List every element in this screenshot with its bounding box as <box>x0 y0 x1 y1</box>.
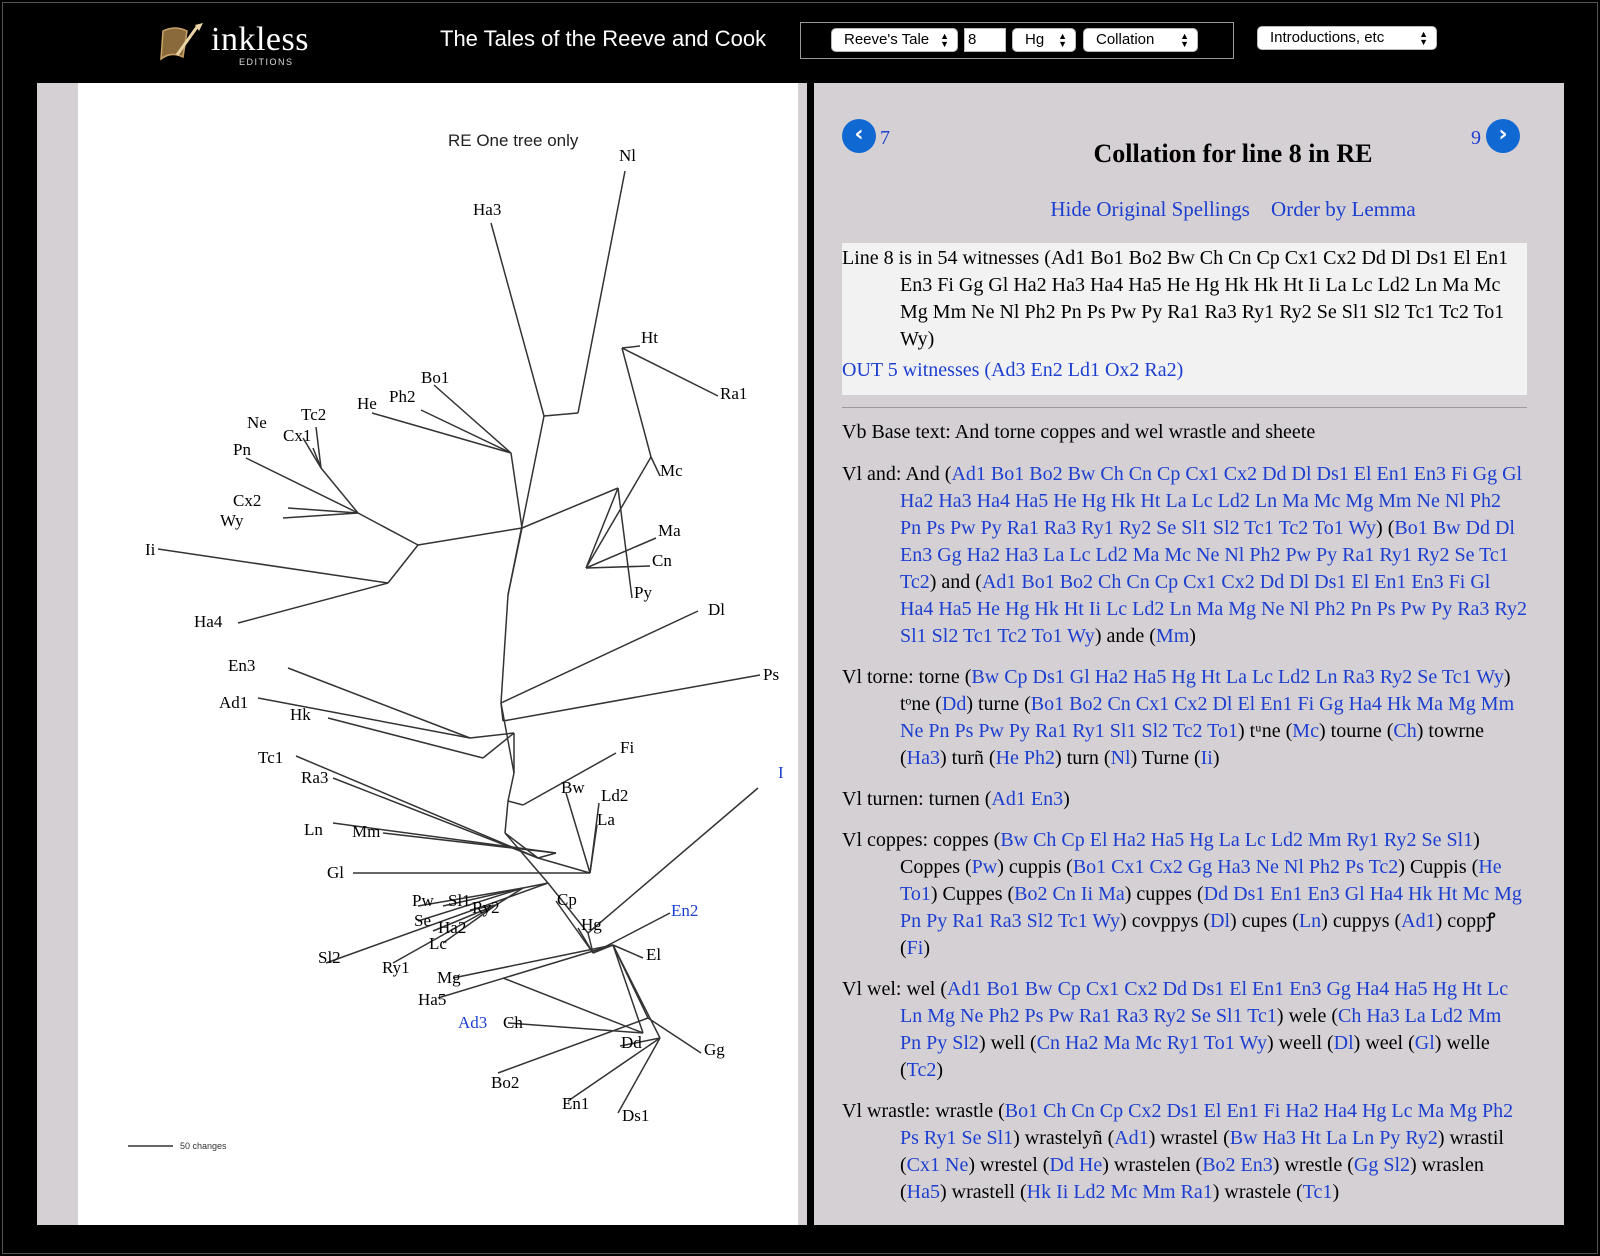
variant-lemma: Vl and: <box>842 463 906 485</box>
collation-pane <box>814 83 1564 1225</box>
witness-sigla-link[interactable]: Bw Ch Cp El Ha2 Ha5 Hg La Lc Ld2 Mm Ry1 Ry2 Se Sl1 <box>1000 829 1474 851</box>
variant-reading: welle <box>1441 1032 1490 1054</box>
witness-sigla-link[interactable]: Ch <box>1393 720 1417 742</box>
tree-leaf-lc: Lc <box>429 934 447 953</box>
witness-sigla-link[interactable]: Gl <box>1414 1032 1435 1054</box>
tree-pane <box>37 83 807 1225</box>
variant-reading: torne <box>918 666 965 688</box>
variant-reading: turn <box>1061 747 1104 769</box>
variant-reading: wrastel <box>1155 1127 1224 1149</box>
variant-reading: wrastle <box>935 1100 999 1122</box>
tree-leaf-ph2: Ph2 <box>389 387 416 406</box>
variant-reading: wel <box>906 978 941 1000</box>
tree-branch <box>586 457 651 568</box>
tree-leaf-cn: Cn <box>652 551 672 570</box>
variant-reading: tᵒne <box>900 693 936 715</box>
witness-sigla-link[interactable]: Fi <box>906 937 924 959</box>
tree-leaf-dd: Dd <box>621 1033 642 1052</box>
witness-sigla-link[interactable]: Ad1 Bo1 Bw Cp Cx1 Cx2 Dd Ds1 El En1 En3 Gg Ha4 Ha5 Hg Ht Lc Ln Mg Ne Ph2 Ps Pw Ra1 Ra3 Ry2 Se Sl1 Tc1 <box>900 978 1509 1027</box>
tree-leaf-dl: Dl <box>708 600 725 619</box>
witness-sigla-link[interactable]: Dd He <box>1049 1154 1103 1176</box>
variant-reading: Turne <box>1137 747 1194 769</box>
variant-lemma: Vl torne: <box>842 666 919 688</box>
tree-branch <box>501 703 503 721</box>
tree-branch <box>538 853 556 858</box>
hide-original-spellings-link[interactable]: Hide Original Spellings <box>1050 197 1250 221</box>
witness-sigla-link[interactable]: Ha5 <box>906 1181 940 1203</box>
witness-sigla-link[interactable]: He Ph2 <box>995 747 1056 769</box>
variant-reading: weell <box>1273 1032 1327 1054</box>
variant-reading: coppꝭ <box>1442 910 1496 932</box>
tree-leaf-hg: Hg <box>581 915 602 934</box>
variant-reading: coppes <box>933 829 994 851</box>
witness-select[interactable] <box>1012 28 1076 52</box>
variant-reading: wrestel <box>975 1154 1043 1176</box>
tree-branch <box>434 385 511 453</box>
tree-leaf-ha2: Ha2 <box>438 918 467 937</box>
brand-name: inkless <box>211 21 309 58</box>
view-select[interactable] <box>1083 28 1198 52</box>
witness-sigla-link[interactable]: Mm <box>1155 625 1190 647</box>
tree-branch <box>508 801 523 805</box>
variant-lemma: Vl wrastle: <box>842 1100 936 1122</box>
tree-leaf-cx2: Cx2 <box>233 491 262 510</box>
tree-leaf-ne: Ne <box>247 413 267 432</box>
witness-sigla-link[interactable]: Ad1 <box>1401 910 1436 932</box>
witness-sigla-link[interactable]: Tc2 <box>906 1059 937 1081</box>
previous-line-number[interactable]: 7 <box>880 127 890 149</box>
tree-leaf-ha5: Ha5 <box>418 990 447 1009</box>
introductions-select-value: Introductions, etc <box>1270 29 1385 46</box>
variant-reading: covppys <box>1126 910 1204 932</box>
witness-sigla-link[interactable]: Dd Ds1 En1 En3 Gl Ha4 Hk Ht Mc Mg Pn Py Ra1 Ra3 Sl2 Tc1 Wy <box>900 883 1522 932</box>
variant-reading: cuppes <box>1131 883 1197 905</box>
variant-reading: wrastele <box>1219 1181 1297 1203</box>
tree-branch <box>491 223 544 416</box>
witness-sigla-link[interactable]: Cn Ha2 Ma Mc Ry1 To1 Wy <box>1036 1032 1268 1054</box>
brand-subtitle: EDITIONS <box>239 57 294 67</box>
tree-leaf-ha4: Ha4 <box>194 612 223 631</box>
witness-sigla-link[interactable]: Bo2 En3 <box>1202 1154 1273 1176</box>
witness-sigla-link[interactable]: Bw Cp Ds1 Gl Ha2 Ha5 Hg Ht La Lc Ld2 Ln Ra3 Ry2 Se Tc1 Wy <box>971 666 1504 688</box>
witness-sigla-link[interactable]: Pw <box>971 856 998 878</box>
tree-leaf-se: Se <box>414 911 431 930</box>
tree-leaf-en2[interactable]: En2 <box>671 901 699 920</box>
variant-reading: turne <box>973 693 1025 715</box>
witness-sigla-link[interactable]: Dl <box>1333 1032 1354 1054</box>
variant-reading: weel <box>1360 1032 1409 1054</box>
order-by-lemma-link[interactable]: Order by Lemma <box>1271 197 1416 221</box>
variant-reading: wrastell <box>946 1181 1020 1203</box>
tree-leaf-mg: Mg <box>437 968 461 987</box>
tree-leaf-gl: Gl <box>327 863 344 882</box>
tree-leaf-ch: Ch <box>503 1013 523 1032</box>
tree-branch <box>246 458 358 513</box>
inkless-logo[interactable] <box>153 17 333 67</box>
variant-reading <box>1383 517 1388 539</box>
tree-leaf-mm: Mm <box>352 822 381 841</box>
tree-leaf-ra3: Ra3 <box>301 768 329 787</box>
variant-reading: well <box>985 1032 1031 1054</box>
variant-entry: Vl torne: torne (Bw Cp Ds1 Gl Ha2 Ha5 Hg Ht La Lc Ld2 Ln Ra3 Ry2 Se Tc1 Wy) tᵒne (Dd) turne (Bo1 Bo2 Cn Cx1 Cx2 Dl El En1 Fi Gg Ha4 Hk Ma Mg Mm Ne Pn Ps Pw Py Ra1 Ry1 Sl1 Sl2 Tc2 To1) tᵘne (Mc) tourne (Ch) towrne (Ha3) turñ (He Ph2) turn (Nl) Turne (Ii) <box>842 666 1515 769</box>
variant-reading: wele <box>1283 1005 1332 1027</box>
variant-reading: Cuppes <box>937 883 1008 905</box>
tree-branch <box>503 675 760 721</box>
witness-sigla-link[interactable]: Ln <box>1298 910 1322 932</box>
tree-branch <box>538 858 590 873</box>
witness-sigla-link[interactable]: Bo1 Bw Dd Dl En3 Gg Ha2 Ha3 La Lc Ld2 Ma Mc Ne Nl Ph2 Pw Py Ra1 Ry1 Ry2 Se Tc1 Tc2 <box>900 517 1515 593</box>
tree-branch <box>388 545 418 583</box>
witness-sigla-link[interactable]: Tc1 <box>1302 1181 1333 1203</box>
next-line-number[interactable]: 9 <box>1471 127 1481 149</box>
witness-select-value: Hg <box>1025 31 1045 48</box>
tree-branch <box>453 945 613 978</box>
tree-branch <box>158 549 388 583</box>
tree-branch <box>501 595 508 703</box>
tree-leaf-sl1: Sl1 <box>448 891 471 910</box>
variant-reading: And <box>905 463 945 485</box>
tree-branch <box>358 513 418 545</box>
variant-reading: cuppis <box>1003 856 1067 878</box>
tree-branch <box>438 945 613 998</box>
tree-branch <box>505 833 548 883</box>
tree-leaf-mc: Mc <box>660 461 683 480</box>
tree-branch <box>578 171 625 413</box>
tree-leaf-ln: Ln <box>304 820 323 839</box>
tree-branch <box>328 718 483 758</box>
variant-entry: Vl and: And (Ad1 Bo1 Bo2 Bw Ch Cn Cp Cx1 Cx2 Dd Dl Ds1 El En1 En3 Fi Gg Gl Ha2 Ha3 Ha4 Ha5 He Hg Hk Ht La Lc Ld2 Ln Ma Mc Mg Mm Ne Nl Ph2 Pn Ps Pw Py Ra1 Ra3 Ry1 Ry2 Se Sl1 Sl2 Tc1 Tc2 To1 Wy) (Bo1 Bw Dd Dl En3 Gg Ha2 Ha3 La Lc Ld2 Ma Mc Ne Nl Ph2 Pw Py Ra1 Ry1 Ry2 Se Tc1 Tc2) and (Ad1 Bo1 Bo2 Ch Cn Cp Cx1 Cx2 Dd Dl Ds1 El En1 En3 Fi Gl Ha4 Ha5 He Hg Hk Ht Ii Lc Ld2 Ln Ma Mg Ne Nl Ph2 Pn Ps Pw Py Ra3 Ry2 Sl1 Sl2 Tc1 Tc2 To1 Wy) ande (Mm) <box>842 463 1527 647</box>
tree-leaf-gg: Gg <box>704 1040 725 1059</box>
tree-leaf-he: He <box>357 394 377 413</box>
tree-branch <box>383 833 556 853</box>
tree-leaf-ma: Ma <box>658 521 681 540</box>
quill-scroll-icon <box>157 21 207 65</box>
next-line-button[interactable]: › <box>1486 119 1520 153</box>
tree-leaf-la: La <box>597 810 615 829</box>
page-title: The Tales of the Reeve and Cook <box>440 26 767 51</box>
witness-sigla-link[interactable]: Ad1 En3 <box>991 788 1064 810</box>
tale-select[interactable] <box>831 28 958 52</box>
tree-branch <box>544 413 578 416</box>
tree-leaf-en3: En3 <box>228 656 256 675</box>
witness-sigla-link[interactable]: Ch Ha3 La Ld2 Mm Pn Py Sl2 <box>900 1005 1502 1054</box>
previous-line-button[interactable]: ‹ <box>842 119 876 153</box>
tree-branch <box>511 453 522 528</box>
scale-label: 50 changes <box>180 1141 227 1151</box>
variant-reading: towrne <box>1423 720 1484 742</box>
variant-reading: Cuppis <box>1404 856 1472 878</box>
tree-leaf-tc2: Tc2 <box>301 405 327 424</box>
tree-image <box>78 83 798 1225</box>
variant-entry: Vl coppes: coppes (Bw Ch Cp El Ha2 Ha5 Hg La Lc Ld2 Mm Ry1 Ry2 Se Sl1) Coppes (Pw) cuppis (Bo1 Cx1 Cx2 Gg Ha3 Ne Nl Ph2 Ps Tc2) Cuppis (He To1) Cuppes (Bo2 Cn Ii Ma) cuppes (Dd Ds1 En1 En3 Gl Ha4 Hk Ht Mc Mg Pn Py Ra1 Ra3 Sl2 Tc1 Wy) covppys (Dl) cupes (Ln) cuppys (Ad1) coppꝭ (Fi) <box>842 829 1522 959</box>
tree-leaf-ad3[interactable]: Ad3 <box>458 1013 488 1032</box>
tree-leaf-wy: Wy <box>220 511 244 530</box>
variant-reading: and <box>936 571 976 593</box>
witness-sigla-link[interactable]: Ii <box>1200 747 1213 769</box>
select-arrows-icon: ▲ ▼ <box>1180 31 1189 49</box>
witness-sigla-link[interactable]: Nl <box>1110 747 1131 769</box>
tree-branch <box>622 348 651 457</box>
variant-reading: cupes <box>1236 910 1293 932</box>
variant-reading: Coppes <box>900 856 965 878</box>
tree-branch <box>288 508 358 513</box>
tree-leaf-ra1: Ra1 <box>720 384 748 403</box>
witness-sigla-link[interactable]: Dd <box>941 693 967 715</box>
tree-leaf-bo2: Bo2 <box>491 1073 520 1092</box>
tree-branch <box>568 1038 660 1101</box>
tree-leaf-el: El <box>646 945 662 964</box>
variant-reading: wrastil <box>1444 1127 1504 1149</box>
view-select-value: Collation <box>1096 31 1155 48</box>
tree-leaf-ry2: Ry2 <box>472 898 500 917</box>
witness-sigla-link[interactable]: Cx1 Ne <box>906 1154 969 1176</box>
tree-branch <box>590 825 597 873</box>
witness-sigla-link[interactable]: Ha3 <box>906 747 940 769</box>
select-arrows-icon: ▲ ▼ <box>940 31 949 49</box>
variant-reading: tᵘne <box>1244 720 1286 742</box>
line-number-input[interactable]: 8 <box>964 28 1006 52</box>
variant-lemma: Vl turnen: <box>842 788 929 810</box>
tree-leaf-cx1: Cx1 <box>283 426 312 445</box>
navigation-controls <box>800 22 1234 59</box>
tree-leaf-pn: Pn <box>233 440 251 459</box>
tree-leaf-ha3: Ha3 <box>473 200 502 219</box>
divider-rule <box>842 407 1527 408</box>
witness-sigla-link[interactable]: Bo2 Cn Ii Ma <box>1014 883 1125 905</box>
tree-branch <box>586 566 650 568</box>
tree-branch <box>622 346 640 348</box>
tree-branch <box>618 488 632 598</box>
tree-leaf-en1: En1 <box>562 1094 590 1113</box>
select-arrows-icon: ▲ ▼ <box>1419 29 1428 47</box>
witness-sigla-link[interactable]: Mc <box>1292 720 1319 742</box>
tree-branch <box>651 457 660 476</box>
witness-summary <box>842 243 1527 395</box>
tree-branch <box>238 583 388 623</box>
witness-sigla-link[interactable]: Bo1 Ch Cn Cp Cx2 Ds1 El En1 Fi Ha2 Ha4 Hg Lc Ma Mg Ph2 Ps Ry1 Se Sl1 <box>900 1100 1514 1149</box>
variant-lemma: Vl coppes: <box>842 829 934 851</box>
tree-leaf-ds1: Ds1 <box>622 1106 650 1125</box>
tree-leaf-nl: Nl <box>619 146 636 165</box>
witness-sigla-link[interactable]: Bo1 Cx1 Cx2 Gg Ha3 Ne Nl Ph2 Ps Tc2 <box>1072 856 1399 878</box>
tree-branch <box>283 513 358 518</box>
tree-branch <box>505 801 508 833</box>
witness-sigla-link[interactable]: Ad1 <box>1114 1127 1149 1149</box>
tree-branch <box>288 668 470 738</box>
tree-leaf-bw: Bw <box>561 778 585 797</box>
variant-entry: Vl wel: wel (Ad1 Bo1 Bw Cp Cx1 Cx2 Dd Ds1 El En1 En3 Gg Ha4 Ha5 Hg Ht Lc Ln Mg Ne Ph2 Ps Pw Ra1 Ra3 Ry2 Se Sl1 Tc1) wele (Ch Ha3 La Ld2 Mm Pn Py Sl2) well (Cn Ha2 Ma Mc Ry1 To1 Wy) weell (Dl) weel (Gl) welle (Tc2) <box>842 978 1509 1081</box>
tree-leaf-bo1: Bo1 <box>421 368 450 387</box>
tree-branch <box>648 1018 701 1053</box>
tree-leaf-ii: Ii <box>145 540 156 559</box>
witness-sigla-link[interactable]: Ad1 Bo1 Bo2 Bw Ch Cn Cp Cx1 Cx2 Dd Dl Ds1 El En1 En3 Fi Gg Gl Ha2 Ha3 Ha4 Ha5 He Hg Hk Ht La Lc Ld2 Ln Ma Mc Mg Mm Ne Nl Ph2 Pn Ps Pw Py Ra1 Ra3 Ry1 Ry2 Se Sl1 Sl2 Tc1 Tc2 To1 Wy <box>900 463 1523 539</box>
witness-list: Line 8 is in 54 witnesses (Ad1 Bo1 Bo2 Bw Ch Cn Cp Cx1 Cx2 Dd Dl Ds1 El En1 En3 Fi Gg Gl Ha2 Ha3 Ha4 Ha5 He Hg Hk Hk Ht Ii La Lc Ld2 Ln Ma Mc Mg Mm Ne Nl Ph2 Pn Ps Pw Py Ra1 Ra3 Ry1 Ry2 Se Sl1 Sl2 Tc1 Tc2 To1 Wy) <box>842 247 1509 350</box>
tree-leaf-fi: Fi <box>620 738 635 757</box>
witness-sigla-link[interactable]: Dl <box>1210 910 1231 932</box>
tree-branch <box>508 416 544 595</box>
variant-reading: wrastelyñ <box>1019 1127 1108 1149</box>
witness-sigla-link[interactable]: Bo1 Bo2 Cn Cx1 Cx2 Dl El En1 Fi Gg Ha4 Hk Ma Mg Mm Ne Pn Ps Pw Py Ra1 Ry1 Sl1 Sl2 Tc2 To1 <box>900 693 1515 742</box>
variant-entry: Vl wrastle: wrastle (Bo1 Ch Cn Cp Cx2 Ds1 El En1 Fi Ha2 Ha4 Hg Lc Ma Mg Ph2 Ps Ry1 Se Sl1) wrastelyñ (Ad1) wrastel (Bw Ha3 Ht La Ln Py Ry2) wrastil (Cx1 Ne) wrestel (Dd He) wrastelen (Bo2 En3) wrestle (Gg Sl2) wraslen (Ha5) wrastell (Hk Ii Ld2 Mc Mm Ra1) wrastele (Tc1) <box>842 1100 1514 1203</box>
tree-branch <box>566 793 590 873</box>
collation-content <box>842 83 1527 1225</box>
tree-title: RE One tree only <box>448 131 579 150</box>
variant-reading: ande <box>1101 625 1150 647</box>
introductions-select[interactable] <box>1257 26 1437 50</box>
tree-branch <box>296 756 538 858</box>
variant-lemma: Vl wel: <box>842 978 907 1000</box>
tree-leaf-i[interactable]: I <box>778 763 784 782</box>
tree-branch <box>508 773 514 801</box>
witness-sigla-link[interactable]: Gg Sl2 <box>1353 1154 1410 1176</box>
out-witnesses-link[interactable]: OUT 5 witnesses (Ad3 En2 Ld1 Ox2 Ra2) <box>842 359 1184 381</box>
tree-leaf-cp: Cp <box>557 890 577 909</box>
tree-leaf-ps: Ps <box>763 665 780 684</box>
witness-sigla-link[interactable]: Bw Ha3 Ht La Ln Py Ry2 <box>1229 1127 1438 1149</box>
tree-leaf-ry1: Ry1 <box>382 958 410 977</box>
tree-leaf-tc1: Tc1 <box>258 748 284 767</box>
witness-sigla-link[interactable]: Hk Ii Ld2 Mc Mm Ra1 <box>1026 1181 1213 1203</box>
tree-leaf-sl2: Sl2 <box>318 948 341 967</box>
variant-reading: cuppys <box>1327 910 1395 932</box>
tree-branch <box>321 468 358 513</box>
tree-leaf-ad1: Ad1 <box>219 693 249 712</box>
tree-branch <box>613 945 643 1033</box>
witness-sigla-link[interactable]: Ad1 Bo1 Bo2 Ch Cn Cp Cx1 Cx2 Dd Dl Ds1 El En1 En3 Fi Gl Ha4 Ha5 He Hg Hk Ht Ii Lc Ld2 Ln Ma Mg Ne Nl Ph2 Pn Ps Pw Py Ra3 Ry2 Sl1 Sl2 Tc1 Tc2 To1 Wy <box>900 571 1527 647</box>
tree-leaf-hk: Hk <box>290 705 311 724</box>
phylogenetic-tree <box>78 83 798 1225</box>
tree-branch <box>622 348 718 396</box>
base-text: Vb Base text: And torne coppes and wel wrastle and sheete <box>842 421 1316 443</box>
tree-branch <box>501 611 698 703</box>
collation-title: Collation for line 8 in RE <box>1093 139 1373 168</box>
tree-leaf-ld2: Ld2 <box>601 786 629 805</box>
select-arrows-icon: ▲ ▼ <box>1058 31 1067 49</box>
tree-leaf-ht: Ht <box>641 328 658 347</box>
tale-select-value: Reeve's Tale <box>844 31 930 48</box>
tree-leaf-py: Py <box>634 583 652 602</box>
variant-reading: tourne <box>1325 720 1387 742</box>
variant-list <box>842 461 1527 1220</box>
variant-reading: turñ <box>946 747 989 769</box>
variant-entry: Vl turnen: turnen (Ad1 En3) <box>842 788 1070 810</box>
variant-reading: wrestle <box>1279 1154 1348 1176</box>
variant-reading: wraslen <box>1416 1154 1484 1176</box>
tree-branch <box>418 528 522 545</box>
variant-reading: turnen <box>928 788 985 810</box>
witness-sigla-link[interactable]: He To1 <box>900 856 1502 905</box>
tree-leaf-pw: Pw <box>412 891 434 910</box>
variant-reading: wrastelen <box>1108 1154 1196 1176</box>
